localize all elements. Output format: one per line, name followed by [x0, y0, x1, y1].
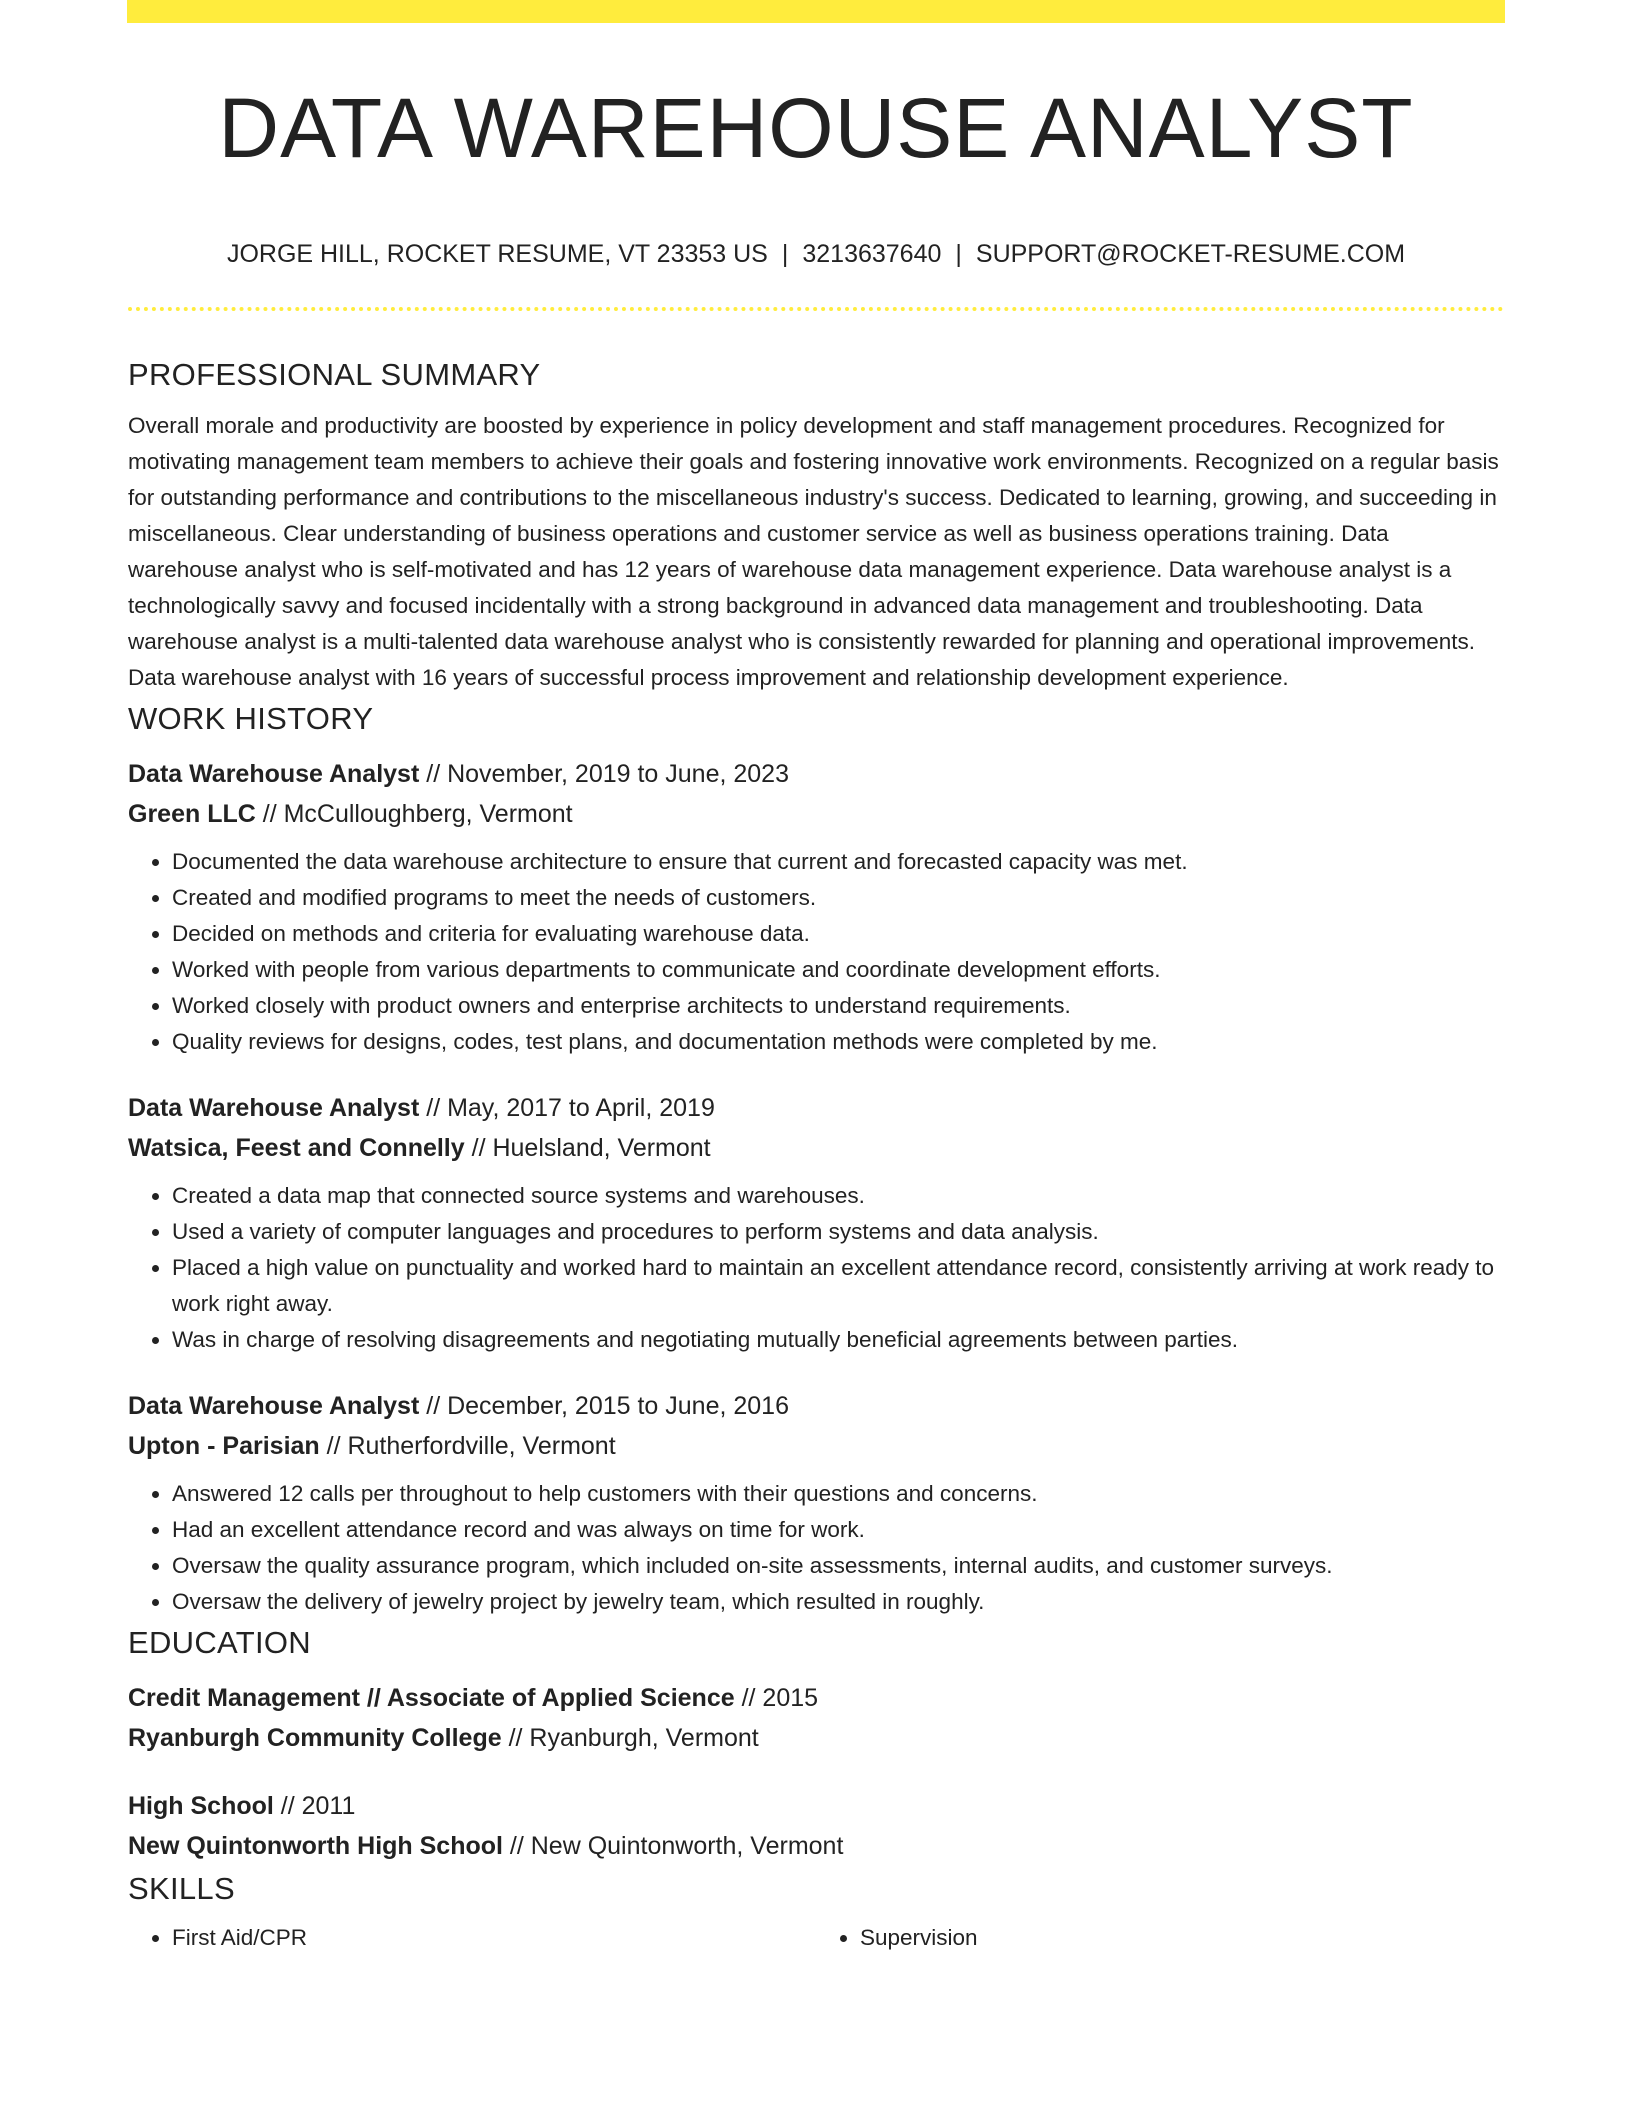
- contact-phone: 3213637640: [802, 240, 942, 268]
- job-dates: // May, 2017 to April, 2019: [419, 1094, 715, 1122]
- skills-column-right: [816, 1920, 1504, 1956]
- skills-heading: SKILLS: [128, 1871, 235, 1906]
- job-title-line: [128, 754, 1504, 794]
- job-title: Data Warehouse Analyst: [128, 1392, 420, 1420]
- job-company: Upton - Parisian: [128, 1432, 320, 1460]
- job-bullet: • Created and modified programs to meet the needs of customers.: [172, 880, 1504, 916]
- skill-item: • Supervision: [860, 1920, 1504, 1956]
- job-entry: [128, 1088, 1504, 1358]
- job-bullets: [128, 844, 1504, 1060]
- job-bullet: • Had an excellent attendance record and was always on time for work.: [172, 1512, 1504, 1548]
- job-bullet: • Documented the data warehouse architecture to ensure that current and forecasted capacity was met.: [172, 844, 1504, 880]
- skills-column-left: [128, 1920, 816, 1956]
- education-location: // Ryanburgh, Vermont: [501, 1724, 759, 1752]
- job-company-line: [128, 1128, 1504, 1168]
- education-entry: [128, 1678, 1504, 1758]
- job-bullet: • Worked with people from various departments to communicate and coordinate development efforts.: [172, 952, 1504, 988]
- job-location: // McCulloughberg, Vermont: [255, 800, 573, 828]
- job-bullet: • Created a data map that connected source systems and warehouses.: [172, 1178, 1504, 1214]
- job-bullet: • Placed a high value on punctuality and worked hard to maintain an excellent attendance record, consistently arriving at work ready to work right away.: [172, 1250, 1504, 1322]
- resume-title: DATA WAREHOUSE ANALYST: [218, 81, 1414, 175]
- top-accent-bar: [127, 0, 1505, 23]
- dotted-divider: [128, 307, 1504, 311]
- job-bullets: [128, 1178, 1504, 1358]
- job-title-line: [128, 1088, 1504, 1128]
- contact-line: [128, 236, 1504, 272]
- contact-email: SUPPORT@ROCKET-RESUME.COM: [975, 240, 1406, 268]
- education-school: Ryanburgh Community College: [128, 1724, 502, 1752]
- resume-body: [128, 352, 1504, 1956]
- job-company-line: [128, 1426, 1504, 1466]
- job-dates: // December, 2015 to June, 2016: [419, 1392, 789, 1420]
- job-dates: // November, 2019 to June, 2023: [419, 760, 789, 788]
- summary-heading: PROFESSIONAL SUMMARY: [128, 357, 541, 392]
- job-company: Green LLC: [128, 800, 256, 828]
- job-bullet: • Was in charge of resolving disagreements and negotiating mutually beneficial agreements between parties.: [172, 1322, 1504, 1358]
- job-location: // Rutherfordville, Vermont: [319, 1432, 616, 1460]
- job-company: Watsica, Feest and Connelly: [128, 1134, 465, 1162]
- education-school: New Quintonworth High School: [128, 1832, 503, 1860]
- education-degree-line: [128, 1678, 1504, 1718]
- summary-text: Overall morale and productivity are boosted by experience in policy development and staff management procedures. Recognized for motivating management team members to achieve their goals and fostering innovative work environments. Recognized on a regular basis for outstanding performance and contributions to the miscellaneous industry's success. Dedicated to learning, growing, and succeeding in miscellaneous. Clear understanding of business operations and customer service as well as business operations training. Data warehouse analyst who is self-motivated and has 12 years of warehouse data management experience. Data warehouse analyst is a technologically savvy and focused incidentally with a strong background in advanced data management and troubleshooting. Data warehouse analyst is a multi-talented data warehouse analyst who is consistently rewarded for planning and operational improvements. Data warehouse analyst with 16 years of successful process improvement and relationship development experience.: [128, 413, 1499, 690]
- education-year: // 2015: [734, 1684, 819, 1712]
- work-history-heading: WORK HISTORY: [128, 701, 374, 736]
- skills-list: [128, 1920, 1504, 1956]
- education-degree: Credit Management // Associate of Applied Science: [128, 1684, 735, 1712]
- contact-address: JORGE HILL, ROCKET RESUME, VT 23353 US: [226, 240, 768, 268]
- education-school-line: [128, 1826, 1504, 1866]
- job-entry: [128, 1386, 1504, 1620]
- education-location: // New Quintonworth, Vermont: [502, 1832, 844, 1860]
- job-bullet: • Used a variety of computer languages and procedures to perform systems and data analysis.: [172, 1214, 1504, 1250]
- job-title-line: [128, 1386, 1504, 1426]
- education-degree: High School: [128, 1792, 274, 1820]
- education-year: // 2011: [273, 1792, 356, 1820]
- education-school-line: [128, 1718, 1504, 1758]
- job-title: Data Warehouse Analyst: [128, 760, 420, 788]
- job-bullet: • Oversaw the delivery of jewelry project by jewelry team, which resulted in roughly.: [172, 1584, 1504, 1620]
- job-bullet: • Decided on methods and criteria for evaluating warehouse data.: [172, 916, 1504, 952]
- job-bullets: [128, 1476, 1504, 1620]
- job-bullet: • Answered 12 calls per throughout to help customers with their questions and concerns.: [172, 1476, 1504, 1512]
- education-heading: EDUCATION: [128, 1625, 311, 1660]
- education-degree-line: [128, 1786, 1504, 1826]
- job-company-line: [128, 794, 1504, 834]
- job-bullet: • Oversaw the quality assurance program, which included on-site assessments, internal audits, and customer surveys.: [172, 1548, 1504, 1584]
- job-bullet: • Quality reviews for designs, codes, test plans, and documentation methods were completed by me.: [172, 1024, 1504, 1060]
- job-title: Data Warehouse Analyst: [128, 1094, 420, 1122]
- contact-separator: |: [781, 240, 789, 268]
- job-entry: [128, 754, 1504, 1060]
- skill-item: • First Aid/CPR: [172, 1920, 816, 1956]
- job-bullet: • Worked closely with product owners and enterprise architects to understand requirements.: [172, 988, 1504, 1024]
- contact-separator: |: [955, 240, 962, 268]
- job-location: // Huelsland, Vermont: [464, 1134, 711, 1162]
- education-entry: [128, 1786, 1504, 1866]
